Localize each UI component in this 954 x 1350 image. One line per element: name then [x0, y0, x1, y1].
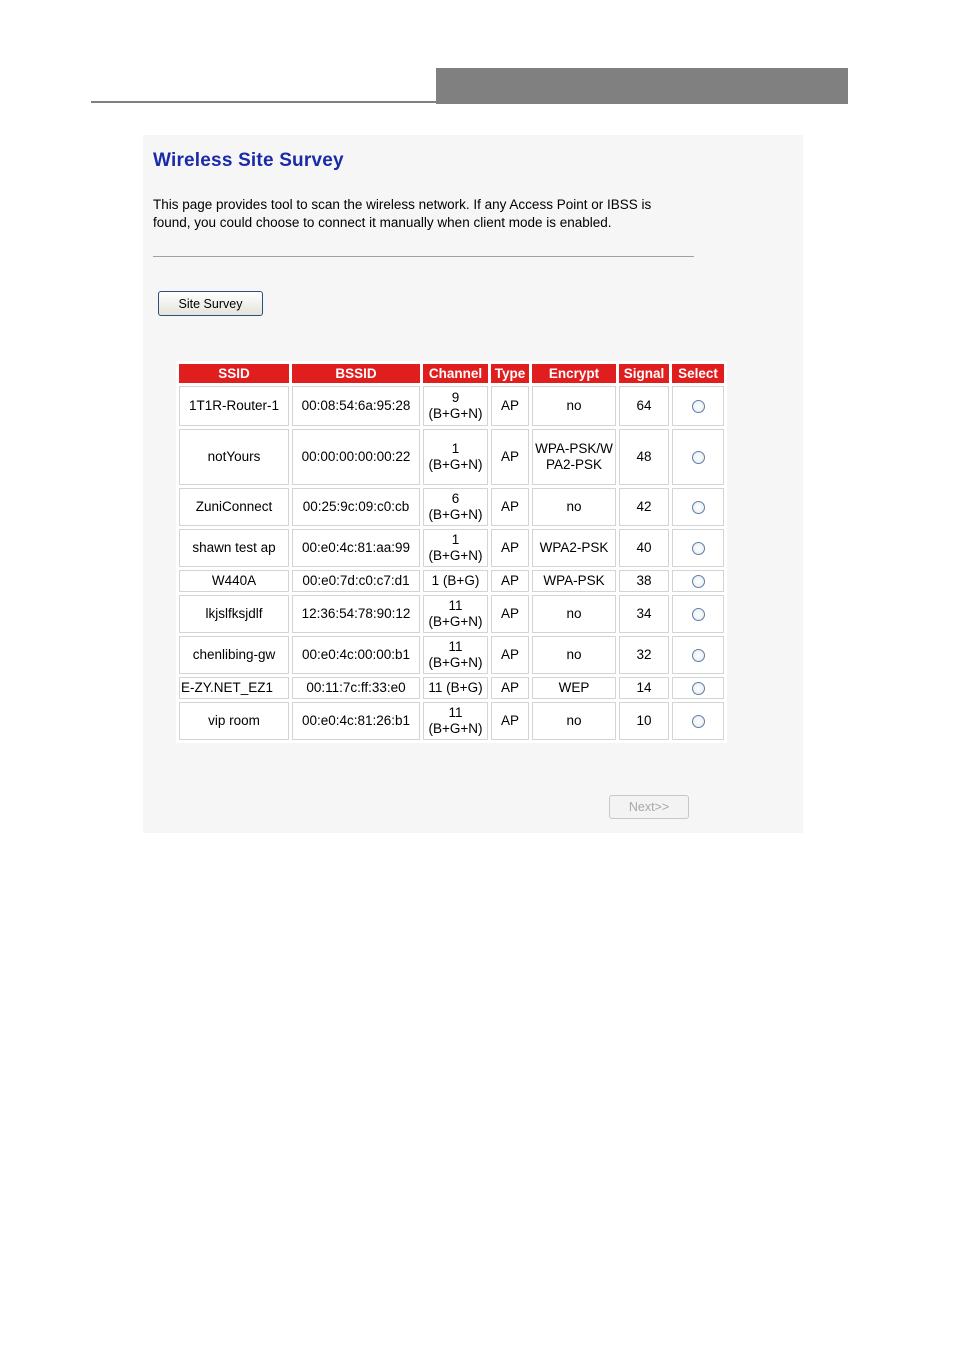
encrypt-cell: no [532, 595, 616, 633]
table-row [179, 386, 724, 426]
bssid-cell: 00:e0:4c:00:00:b1 [292, 636, 420, 674]
divider [153, 256, 694, 257]
signal-cell: 14 [619, 677, 669, 699]
select-radio[interactable] [692, 400, 705, 413]
select-cell [672, 702, 724, 740]
table-row [179, 529, 724, 567]
bssid-cell: 00:00:00:00:00:22 [292, 429, 420, 485]
ssid-cell: 1T1R-Router-1 [179, 386, 289, 426]
type-cell: AP [491, 702, 529, 740]
select-cell [672, 677, 724, 699]
column-header-select: Select [672, 364, 724, 383]
signal-cell: 34 [619, 595, 669, 633]
bssid-cell: 00:25:9c:09:c0:cb [292, 488, 420, 526]
bssid-cell: 00:08:54:6a:95:28 [292, 386, 420, 426]
channel-mode: (B+G+N) [428, 507, 483, 522]
table-row [179, 636, 724, 674]
channel-mode: (B+G+N) [428, 655, 483, 670]
channel-number: 9 [451, 390, 460, 405]
ssid-cell: ZuniConnect [179, 488, 289, 526]
select-cell [672, 636, 724, 674]
select-radio[interactable] [692, 649, 705, 662]
channel-mode: (B+G+N) [428, 721, 483, 736]
channel-cell: 1 (B+G) [423, 570, 488, 592]
type-cell: AP [491, 677, 529, 699]
channel-number: 11 [448, 705, 463, 720]
ssid-cell: vip room [179, 702, 289, 740]
table-row [179, 677, 724, 699]
table-row [179, 702, 724, 740]
select-radio[interactable] [692, 501, 705, 514]
bssid-cell: 00:11:7c:ff:33:e0 [292, 677, 420, 699]
table-row [179, 570, 724, 592]
ssid-cell: lkjslfksjdlf [179, 595, 289, 633]
select-radio[interactable] [692, 542, 705, 555]
signal-cell: 40 [619, 529, 669, 567]
bssid-cell: 00:e0:7d:c0:c7:d1 [292, 570, 420, 592]
channel-mode: (B+G+N) [428, 457, 483, 472]
type-cell: AP [491, 595, 529, 633]
select-cell [672, 529, 724, 567]
select-radio[interactable] [692, 608, 705, 621]
type-cell: AP [491, 529, 529, 567]
signal-cell: 48 [619, 429, 669, 485]
column-header-encrypt: Encrypt [532, 364, 616, 383]
encrypt-cell: WPA-PSK/WPA2-PSK [532, 429, 616, 485]
ssid-cell: E-ZY.NET_EZ1 [179, 677, 289, 699]
type-cell: AP [491, 636, 529, 674]
select-cell [672, 386, 724, 426]
channel-cell: 11 (B+G) [423, 677, 488, 699]
channel-cell [423, 529, 488, 567]
type-cell: AP [491, 570, 529, 592]
header-rule [91, 101, 436, 103]
select-radio[interactable] [692, 715, 705, 728]
select-cell [672, 570, 724, 592]
signal-cell: 10 [619, 702, 669, 740]
channel-cell [423, 429, 488, 485]
channel-cell [423, 702, 488, 740]
page-description: This page provides tool to scan the wireless network. If any Access Point or IBSS is found, you could choose to connect it manually when client mode is enabled. [153, 197, 652, 230]
select-cell [672, 429, 724, 485]
column-header-ssid: SSID [179, 364, 289, 383]
signal-cell: 38 [619, 570, 669, 592]
column-header-type: Type [491, 364, 529, 383]
ssid-cell: notYours [179, 429, 289, 485]
channel-number: 11 [448, 598, 463, 613]
signal-cell: 64 [619, 386, 669, 426]
select-radio[interactable] [692, 575, 705, 588]
channel-cell [423, 488, 488, 526]
signal-cell: 42 [619, 488, 669, 526]
table-row [179, 488, 724, 526]
channel-mode: (B+G+N) [428, 548, 483, 563]
encrypt-cell: no [532, 702, 616, 740]
select-radio[interactable] [692, 451, 705, 464]
channel-mode: (B+G+N) [428, 614, 483, 629]
page-title: Wireless Site Survey [153, 150, 344, 171]
table-header-row [179, 364, 724, 383]
select-cell [672, 488, 724, 526]
type-cell: AP [491, 386, 529, 426]
encrypt-cell: WPA-PSK [532, 570, 616, 592]
channel-mode: (B+G+N) [428, 406, 483, 421]
ssid-cell: shawn test ap [179, 529, 289, 567]
bssid-cell: 00:e0:4c:81:26:b1 [292, 702, 420, 740]
channel-number: 11 [448, 639, 463, 654]
select-cell [672, 595, 724, 633]
channel-cell [423, 636, 488, 674]
channel-cell [423, 386, 488, 426]
type-cell: AP [491, 488, 529, 526]
select-radio[interactable] [692, 682, 705, 695]
bssid-cell: 12:36:54:78:90:12 [292, 595, 420, 633]
next-button[interactable]: Next>> [609, 795, 689, 819]
table-row [179, 595, 724, 633]
encrypt-cell: WEP [532, 677, 616, 699]
table-row [179, 429, 724, 485]
encrypt-cell: WPA2-PSK [532, 529, 616, 567]
site-survey-table [176, 361, 727, 743]
column-header-channel: Channel [423, 364, 488, 383]
site-survey-button[interactable]: Site Survey [158, 291, 263, 316]
ssid-cell: chenlibing-gw [179, 636, 289, 674]
bssid-cell: 00:e0:4c:81:aa:99 [292, 529, 420, 567]
ssid-cell: W440A [179, 570, 289, 592]
channel-number: 6 [451, 491, 460, 506]
signal-cell: 32 [619, 636, 669, 674]
channel-cell [423, 595, 488, 633]
column-header-bssid: BSSID [292, 364, 420, 383]
channel-number: 1 [451, 532, 460, 547]
encrypt-cell: no [532, 386, 616, 426]
encrypt-cell: no [532, 636, 616, 674]
encrypt-cell: no [532, 488, 616, 526]
header-banner [436, 68, 848, 104]
channel-number: 1 [451, 441, 460, 456]
type-cell: AP [491, 429, 529, 485]
column-header-signal: Signal [619, 364, 669, 383]
